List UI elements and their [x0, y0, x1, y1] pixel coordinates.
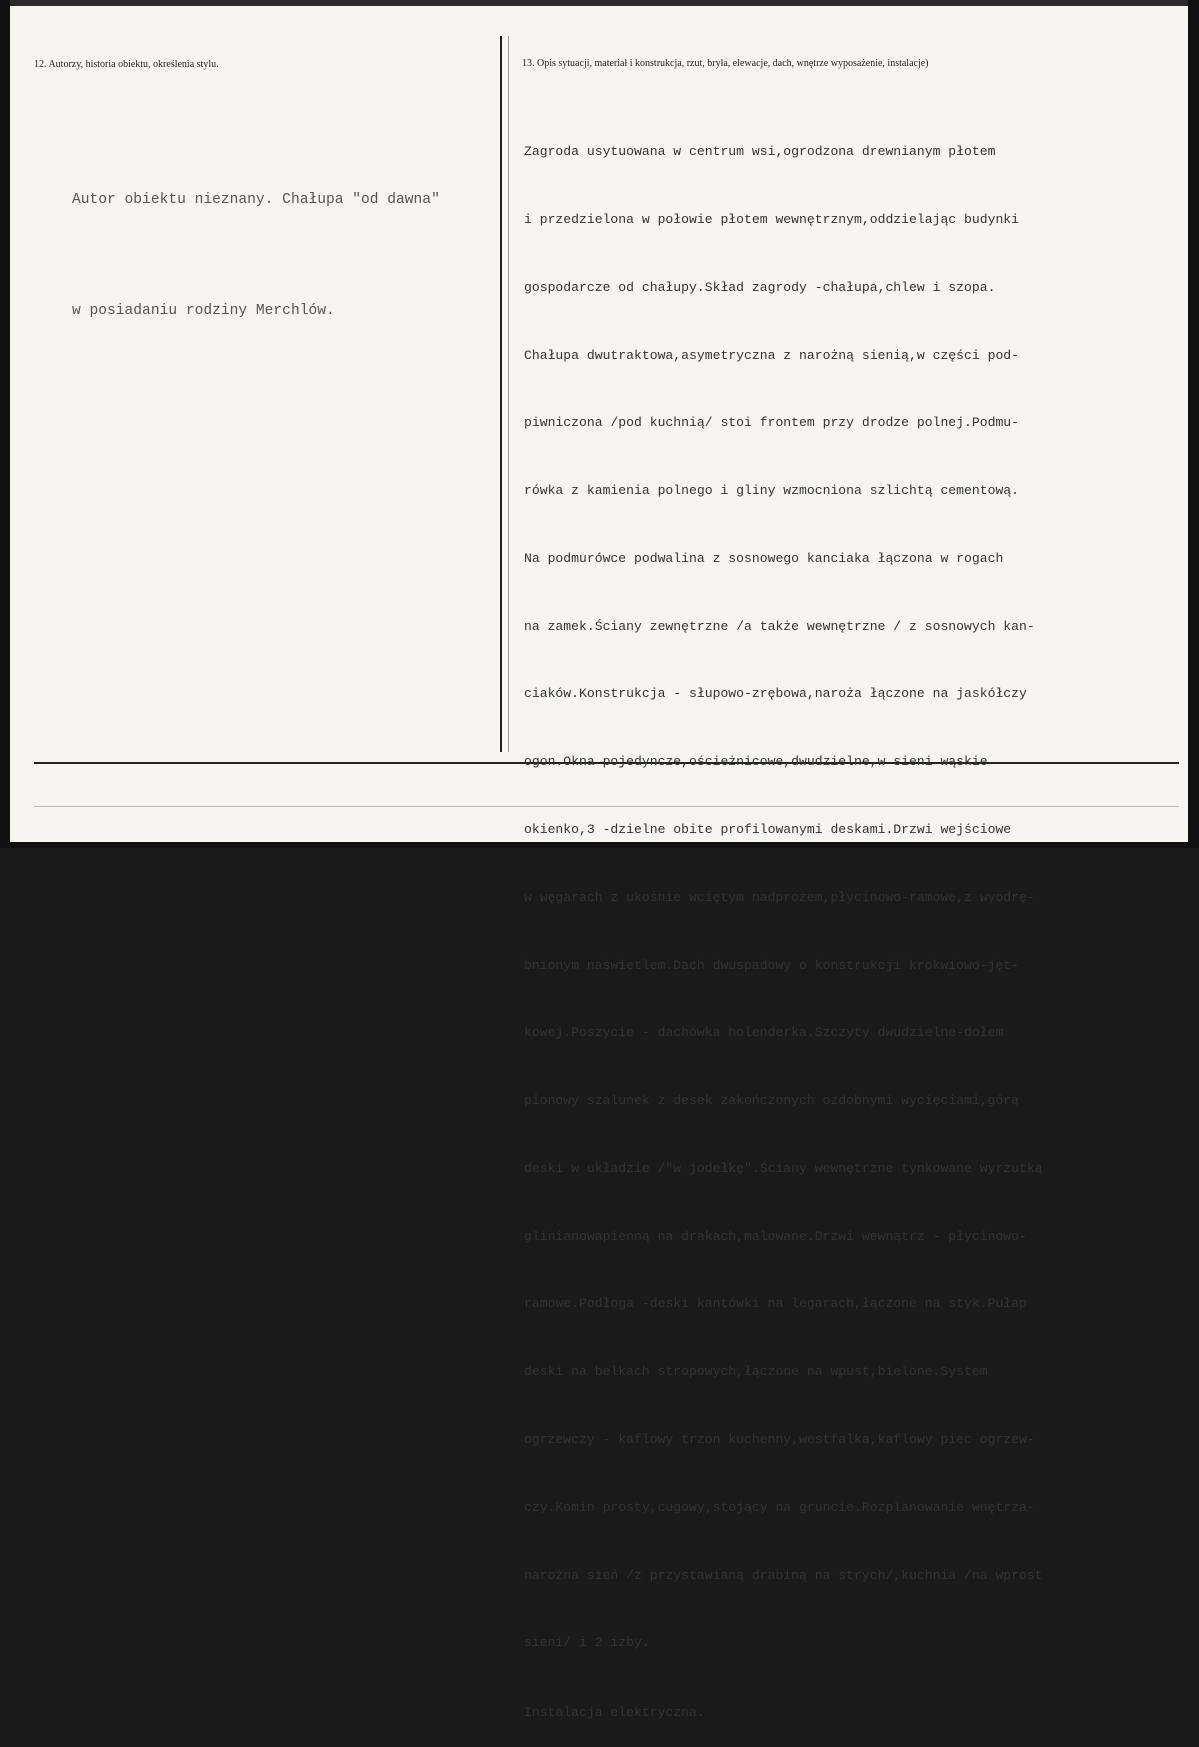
scan-edge-right	[1188, 0, 1199, 848]
text-line: ogon.Okna pojedyncze,ościeżnicowe,dwudzielne,w sieni wąskie	[524, 754, 988, 770]
text-line: w węgarach z ukośnie wciętym nadprożem,płycinowo-ramowe,z wyodrę-	[524, 889, 1035, 905]
text-line: sieni/ i 2 izby.	[524, 1635, 650, 1651]
text-line: bnionym naświetlem.Dach dwuspadowy o konstrukcji krokwiowo-jęt-	[524, 957, 1020, 973]
text-line: Chałupa dwutraktowa,asymetryczna z narożną sienią,w części pod-	[524, 347, 1020, 363]
text-line: w posiadaniu rodziny Merchlów.	[72, 303, 335, 319]
text-line: ogrzewczy - kaflowy trzon kuchenny,westfalka,kaflowy piec ogrzew-	[524, 1432, 1035, 1448]
text-line: glinianowapienną na drakach,malowane.Drzwi wewnątrz - płycinowo-	[524, 1228, 1027, 1244]
text-line: kowej.Poszycie - dachówka holenderka.Szczyty dwudzielne-dołem	[524, 1025, 1004, 1041]
section-13-text	[524, 96, 1043, 1747]
text-line: gospodarcze od chałupy.Skład zagrody -chałupa,chlew i szopa.	[524, 279, 996, 295]
text-line: narożna sień /z przystawianą drabiną na strych/,kuchnia /na wprost	[524, 1567, 1043, 1583]
text-line: ramowe.Podłoga -deski kantówki na legarach,łączone na styk.Pułap	[524, 1296, 1027, 1312]
text-line: deski w układzie /"w jodełkę".Ściany wewnętrzne tynkowane wyrzutką	[524, 1160, 1043, 1176]
scan-edge-left	[0, 0, 10, 848]
text-line: i przedzielona w połowie płotem wewnętrznym,oddzielając budynki	[524, 211, 1020, 227]
text-line: na zamek.Ściany zewnętrzne /a także wewnętrzne / z sosnowych kan-	[524, 618, 1035, 634]
text-line: pionowy szalunek z desek zakończonych ozdobnymi wycięciami,górą	[524, 1093, 1020, 1109]
section-13-header: 13. Opis sytuacji, materiał i konstrukcja, rzut, bryła, elewacje, dach, wnętrze wyposażenie, instalacje)	[522, 58, 929, 69]
column-divider-inner	[508, 36, 509, 752]
text-line: Autor obiektu nieznany. Chałupa "od dawna"	[72, 192, 440, 208]
section-12-text	[72, 108, 440, 367]
section-12-header: 12. Autorzy, historia obiektu, określenia stylu.	[34, 59, 219, 70]
text-line: deski na belkach stropowych,łączone na wpust,bielone.System	[524, 1364, 988, 1380]
text-line: piwniczona /pod kuchnią/ stoi frontem przy drodze polnej.Podmu-	[524, 415, 1020, 431]
text-line: okienko,3 -dzielne obite profilowanymi deskami.Drzwi wejściowe	[524, 822, 1012, 837]
text-line: Na podmurówce podwalina z sosnowego kanciaka łączona w rogach	[524, 550, 1004, 566]
text-line: ciaków.Konstrukcja - słupowo-zrębowa,naroża łączone na jaskółczy	[524, 686, 1027, 702]
text-line: rówka z kamienia polnego i gliny wzmocniona szlichtą cementową.	[524, 483, 1020, 499]
text-line: czy.Komin prosty,cugowy,stojący na gruncie.Rozplanowanie wnętrza-	[524, 1499, 1035, 1515]
column-divider	[500, 36, 502, 752]
text-line: Zagroda usytuowana w centrum wsi,ogrodzona drewnianym płotem	[524, 144, 996, 160]
text-line: Instalacja elektryczna.	[524, 1705, 705, 1721]
